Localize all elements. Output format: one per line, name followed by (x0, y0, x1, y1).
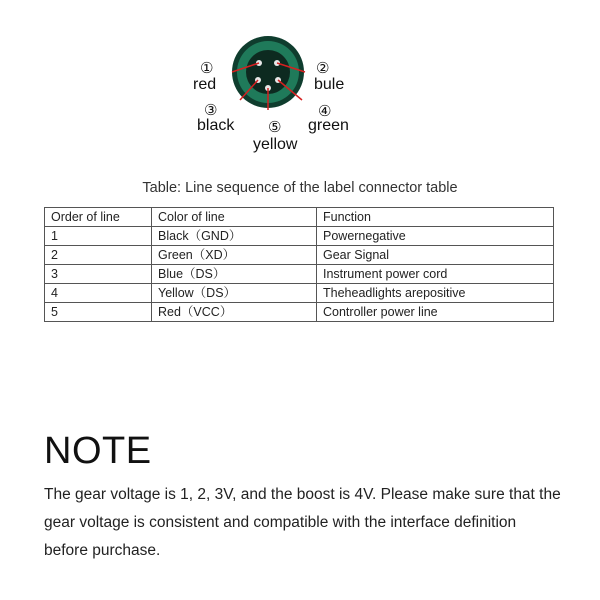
cell-color: Blue（DS） (152, 265, 317, 284)
header-order: Order of line (45, 208, 152, 227)
cell-order: 4 (45, 284, 152, 303)
cell-color: Yellow（DS） (152, 284, 317, 303)
pin-2-label: bule (314, 76, 345, 93)
cell-order: 2 (45, 246, 152, 265)
table-row (45, 303, 554, 322)
note-title: NOTE (44, 430, 152, 472)
table-row (45, 246, 554, 265)
cell-function: Powernegative (317, 227, 554, 246)
pin-5-number: ⑤ (268, 119, 282, 136)
pin-5-label: yellow (253, 136, 298, 153)
connector-icon (0, 0, 600, 165)
pin-3-number: ③ (204, 102, 218, 119)
cell-function: Gear Signal (317, 246, 554, 265)
cell-function: Theheadlights arepositive (317, 284, 554, 303)
connector-diagram (0, 0, 600, 165)
pin-4-number: ④ (318, 103, 332, 120)
table-header-row (45, 208, 554, 227)
pin-2-number: ② (316, 60, 330, 77)
pin-4-label: green (308, 117, 349, 134)
cell-color: Green（XD） (152, 246, 317, 265)
pin-1-number: ① (200, 60, 214, 77)
cell-color: Red（VCC） (152, 303, 317, 322)
cell-function: Instrument power cord (317, 265, 554, 284)
table-row (45, 227, 554, 246)
line-sequence-table (44, 207, 554, 322)
header-color: Color of line (152, 208, 317, 227)
table-caption: Table: Line sequence of the label connector table (142, 180, 458, 196)
pin-1-label: red (193, 76, 217, 93)
header-function: Function (317, 208, 554, 227)
cell-color: Black（GND） (152, 227, 317, 246)
note-text: The gear voltage is 1, 2, 3V, and the boost is 4V. Please make sure that the gear voltage is consistent and compatible with the interface definition before purchase. (44, 486, 561, 559)
table-row (45, 284, 554, 303)
cell-order: 3 (45, 265, 152, 284)
table-row (45, 265, 554, 284)
pin-3-label: black (197, 117, 235, 134)
cell-order: 1 (45, 227, 152, 246)
cell-order: 5 (45, 303, 152, 322)
cell-function: Controller power line (317, 303, 554, 322)
